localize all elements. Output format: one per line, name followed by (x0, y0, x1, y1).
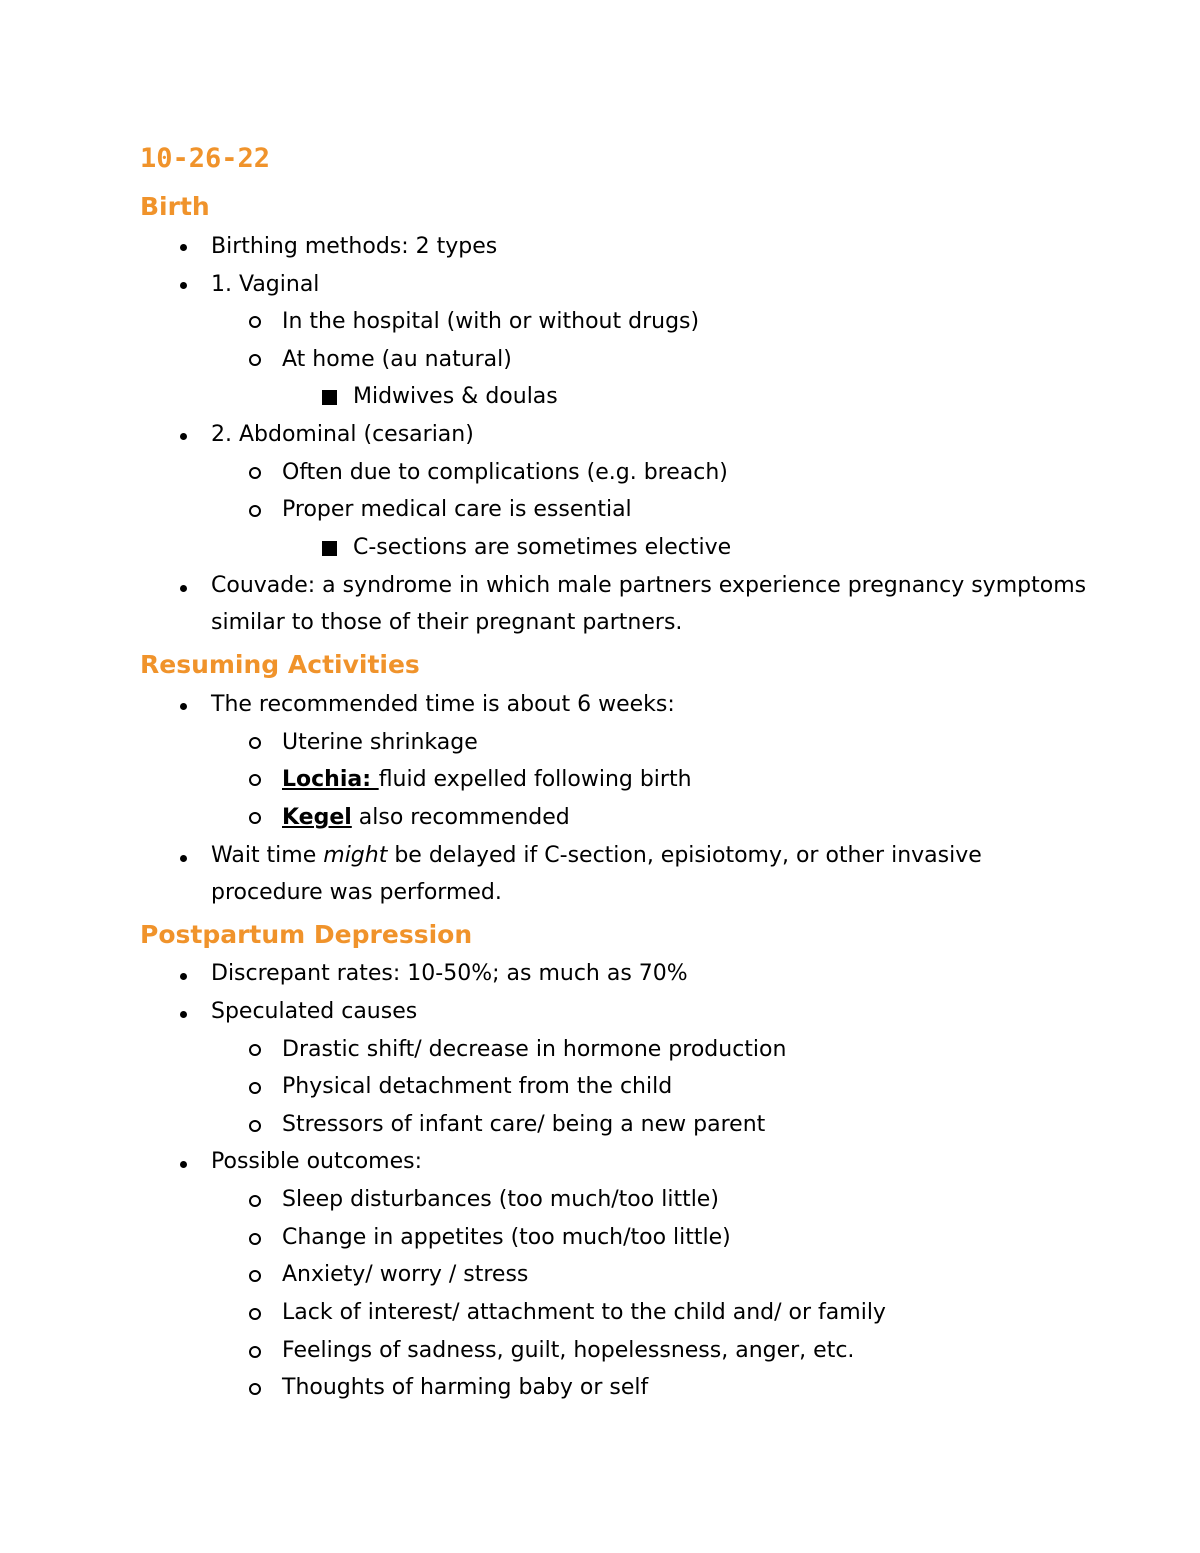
list-item: Sleep disturbances (too much/too little) (282, 1187, 719, 1212)
list-item: Stressors of infant care/ being a new parent (282, 1112, 766, 1137)
list-item: Discrepant rates: 10-50%; as much as 70% (211, 961, 688, 986)
circle-bullet-icon (249, 1044, 261, 1056)
bullet-icon (180, 433, 187, 440)
list-item: Uterine shrinkage (282, 730, 478, 755)
circle-bullet-icon (249, 1346, 261, 1358)
circle-bullet-icon (249, 812, 261, 824)
circle-bullet-icon (249, 1120, 261, 1132)
list-item-continuation: procedure was performed. (211, 880, 502, 905)
bullet-icon (180, 1161, 187, 1168)
circle-bullet-icon (249, 316, 261, 328)
list-item: Often due to complications (e.g. breach) (282, 460, 728, 485)
heading-birth: Birth (140, 192, 210, 221)
list-item (282, 765, 692, 795)
list-item: Physical detachment from the child (282, 1074, 673, 1099)
circle-bullet-icon (249, 354, 261, 366)
circle-bullet-icon (249, 467, 261, 479)
list-item: Speculated causes (211, 999, 418, 1024)
list-item: Thoughts of harming baby or self (282, 1375, 649, 1400)
list-item: In the hospital (with or without drugs) (282, 309, 700, 334)
square-bullet-icon (322, 390, 337, 405)
circle-bullet-icon (249, 1308, 261, 1320)
list-item: Possible outcomes: (211, 1149, 423, 1174)
list-item: The recommended time is about 6 weeks: (211, 692, 675, 717)
list-item (211, 841, 982, 871)
list-item: C-sections are sometimes elective (353, 535, 732, 560)
square-bullet-icon (322, 541, 337, 556)
list-item: 1. Vaginal (211, 272, 320, 297)
circle-bullet-icon (249, 1233, 261, 1245)
wait-text-a: Wait time (211, 843, 324, 868)
bullet-icon (180, 282, 187, 289)
wait-text-b: be delayed if C-section, episiotomy, or other invasive (387, 843, 982, 868)
bullet-icon (180, 973, 187, 980)
kegel-rest: also recommended (351, 805, 570, 830)
bullet-icon (180, 703, 187, 710)
bullet-icon (180, 855, 187, 862)
list-item: Drastic shift/ decrease in hormone production (282, 1037, 787, 1062)
term-kegel: Kegel (282, 805, 352, 830)
heading-resuming-activities: Resuming Activities (140, 650, 420, 679)
list-item: Change in appetites (too much/too little) (282, 1225, 731, 1250)
list-item: Midwives & doulas (353, 384, 558, 409)
definition-lochia: fluid expelled following birth (378, 767, 692, 792)
bullet-icon (180, 244, 187, 251)
list-item: 2. Abdominal (cesarian) (211, 422, 474, 447)
list-item-continuation: similar to those of their pregnant partners. (211, 610, 683, 635)
circle-bullet-icon (249, 1270, 261, 1282)
list-item: Birthing methods: 2 types (211, 234, 498, 259)
list-item: Lack of interest/ attachment to the child and/ or family (282, 1300, 886, 1325)
circle-bullet-icon (249, 737, 261, 749)
term-lochia: Lochia: (282, 767, 379, 792)
heading-postpartum-depression: Postpartum Depression (140, 920, 473, 949)
list-item: At home (au natural) (282, 347, 512, 372)
circle-bullet-icon (249, 1195, 261, 1207)
list-item: Proper medical care is essential (282, 497, 632, 522)
list-item: Couvade: a syndrome in which male partners experience pregnancy symptoms (211, 573, 1087, 598)
circle-bullet-icon (249, 505, 261, 517)
list-item: Feelings of sadness, guilt, hopelessness, anger, etc. (282, 1338, 855, 1363)
wait-emphasis: might (323, 843, 388, 868)
circle-bullet-icon (249, 1082, 261, 1094)
bullet-icon (180, 1011, 187, 1018)
circle-bullet-icon (249, 774, 261, 786)
list-item: Anxiety/ worry / stress (282, 1262, 529, 1287)
list-item (282, 803, 570, 833)
date-heading: 10-26-22 (140, 143, 271, 174)
bullet-icon (180, 585, 187, 592)
circle-bullet-icon (249, 1383, 261, 1395)
